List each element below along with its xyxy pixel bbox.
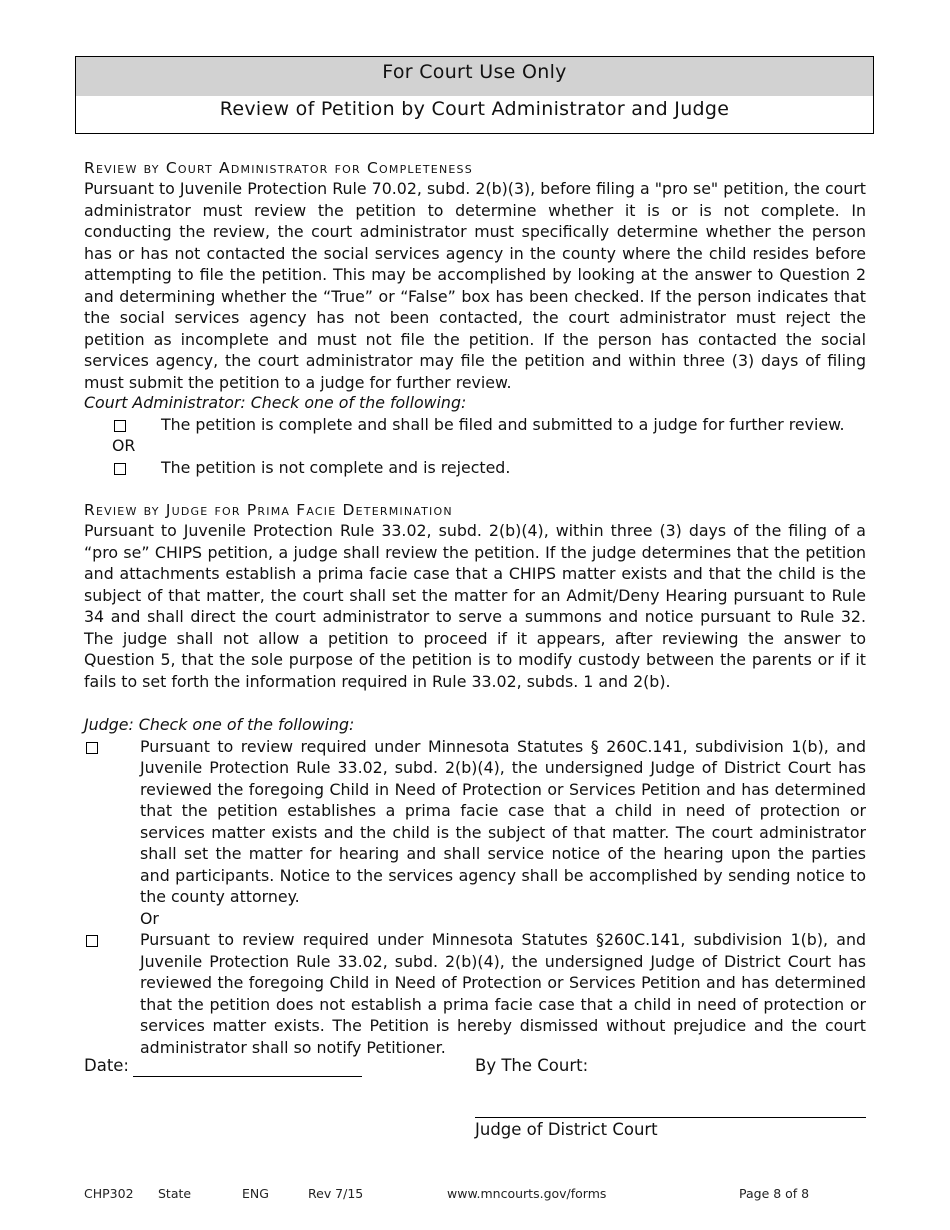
admin-option-rejected-label: The petition is not complete and is rejected. xyxy=(161,457,511,477)
footer-revision: Rev 7/15 xyxy=(308,1186,364,1201)
date-label: Date: xyxy=(84,1056,129,1075)
admin-review-section xyxy=(84,158,866,393)
judge-option-prima-facie-label: Pursuant to review required under Minnesota Statutes § 260C.141, subdivision 1(b), and Juvenile Protection Rule 33.02, subd. 2(b)(4), the undersigned Judge of District Court has reviewed the foregoing Child in Need of Protection or Services Petition and has determined that the petition establishes a prima facie case that a child in need of protection or services matter exists and the child is the subject of that matter. The court administrator shall set the matter for hearing and shall service notice of the hearing upon the parties and participants. Notice to the services agency shall be accomplished by sending notice to the county attorney. xyxy=(140,736,866,906)
header-title: For Court Use Only xyxy=(76,57,873,96)
admin-option-complete[interactable] xyxy=(84,414,866,436)
header-subtitle: Review of Petition by Court Administrator and Judge xyxy=(219,98,730,120)
admin-option-rejected[interactable] xyxy=(84,457,866,479)
footer-state: State xyxy=(158,1186,192,1201)
admin-or-label: OR xyxy=(112,436,136,455)
admin-check-section xyxy=(84,392,866,478)
checkbox[interactable] xyxy=(114,463,126,475)
footer-language: ENG xyxy=(242,1186,269,1201)
date-field[interactable] xyxy=(133,1076,362,1077)
judge-of-district-court-label: Judge of District Court xyxy=(475,1120,658,1139)
checkbox[interactable] xyxy=(86,742,98,754)
checkbox[interactable] xyxy=(86,935,98,947)
admin-review-body: Pursuant to Juvenile Protection Rule 70.02, subd. 2(b)(3), before filing a "pro se" petition, the court administrator must review the petition to determine whether it is or is not complete. In conducting the review, the court administrator must specifically determine whether the person has or has not contacted the social services agency in the county where the child resides before attempting to file the petition. This may be accomplished by looking at the answer to Question 2 and determining whether the “True” or “False” box has been checked. If the person indicates that the social services agency has not been contacted, the court administrator must reject the petition as incomplete and must not file the petition. If the person has contacted the social services agency, the court administrator may file the petition and within three (3) days of filing must submit the petition to a judge for further review. xyxy=(84,179,866,392)
footer-form-code: CHP302 xyxy=(84,1186,134,1201)
court-use-header xyxy=(75,56,874,134)
checkbox[interactable] xyxy=(114,420,126,432)
admin-check-prompt: Court Administrator: Check one of the following: xyxy=(84,393,467,412)
judge-signature-field[interactable] xyxy=(475,1117,866,1118)
judge-review-heading: Review by Judge for Prima Facie Determination xyxy=(84,501,453,519)
judge-review-section xyxy=(84,500,866,692)
admin-option-complete-label: The petition is complete and shall be filed and submitted to a judge for further review. xyxy=(161,414,845,434)
admin-review-heading: Review by Court Administrator for Completeness xyxy=(84,159,473,177)
by-the-court-label: By The Court: xyxy=(475,1056,589,1075)
judge-option-prima-facie[interactable] xyxy=(84,736,866,908)
judge-option-dismissed-label: Pursuant to review required under Minnesota Statutes §260C.141, subdivision 1(b), and Juvenile Protection Rule 33.02, subd. 2(b)(4), the undersigned Judge of District Court has reviewed the foregoing Child in Need of Protection or Services Petition and has determined that the petition does not establish a prima facie case that a child in need of protection or services matter exists. The Petition is hereby dismissed without prejudice and the court administrator shall so notify Petitioner. xyxy=(140,930,866,1057)
judge-check-section xyxy=(84,714,866,1058)
judge-option-dismissed[interactable] xyxy=(84,929,866,1058)
judge-review-body: Pursuant to Juvenile Protection Rule 33.02, subd. 2(b)(4), within three (3) days of the filing of a “pro se” CHIPS petition, a judge shall review the petition. If the judge determines that the petition and attachments establish a prima facie case that a CHIPS matter exists and that the child is the subject of that matter, the court shall set the matter for an Admit/Deny Hearing pursuant to Rule 34 and shall direct the court administrator to serve a summons and notice pursuant to Rule 32. The judge shall not allow a petition to proceed if it appears, after reviewing the answer to Question 5, that the sole purpose of the petition is to modify custody between the parents or if it fails to set forth the information required in Rule 33.02, subds. 1 and 2(b). xyxy=(84,521,866,691)
judge-or-label: Or xyxy=(140,908,159,928)
footer-website[interactable]: www.mncourts.gov/forms xyxy=(447,1186,607,1201)
judge-check-prompt: Judge: Check one of the following: xyxy=(84,715,355,734)
footer-page-number: Page 8 of 8 xyxy=(739,1186,810,1201)
